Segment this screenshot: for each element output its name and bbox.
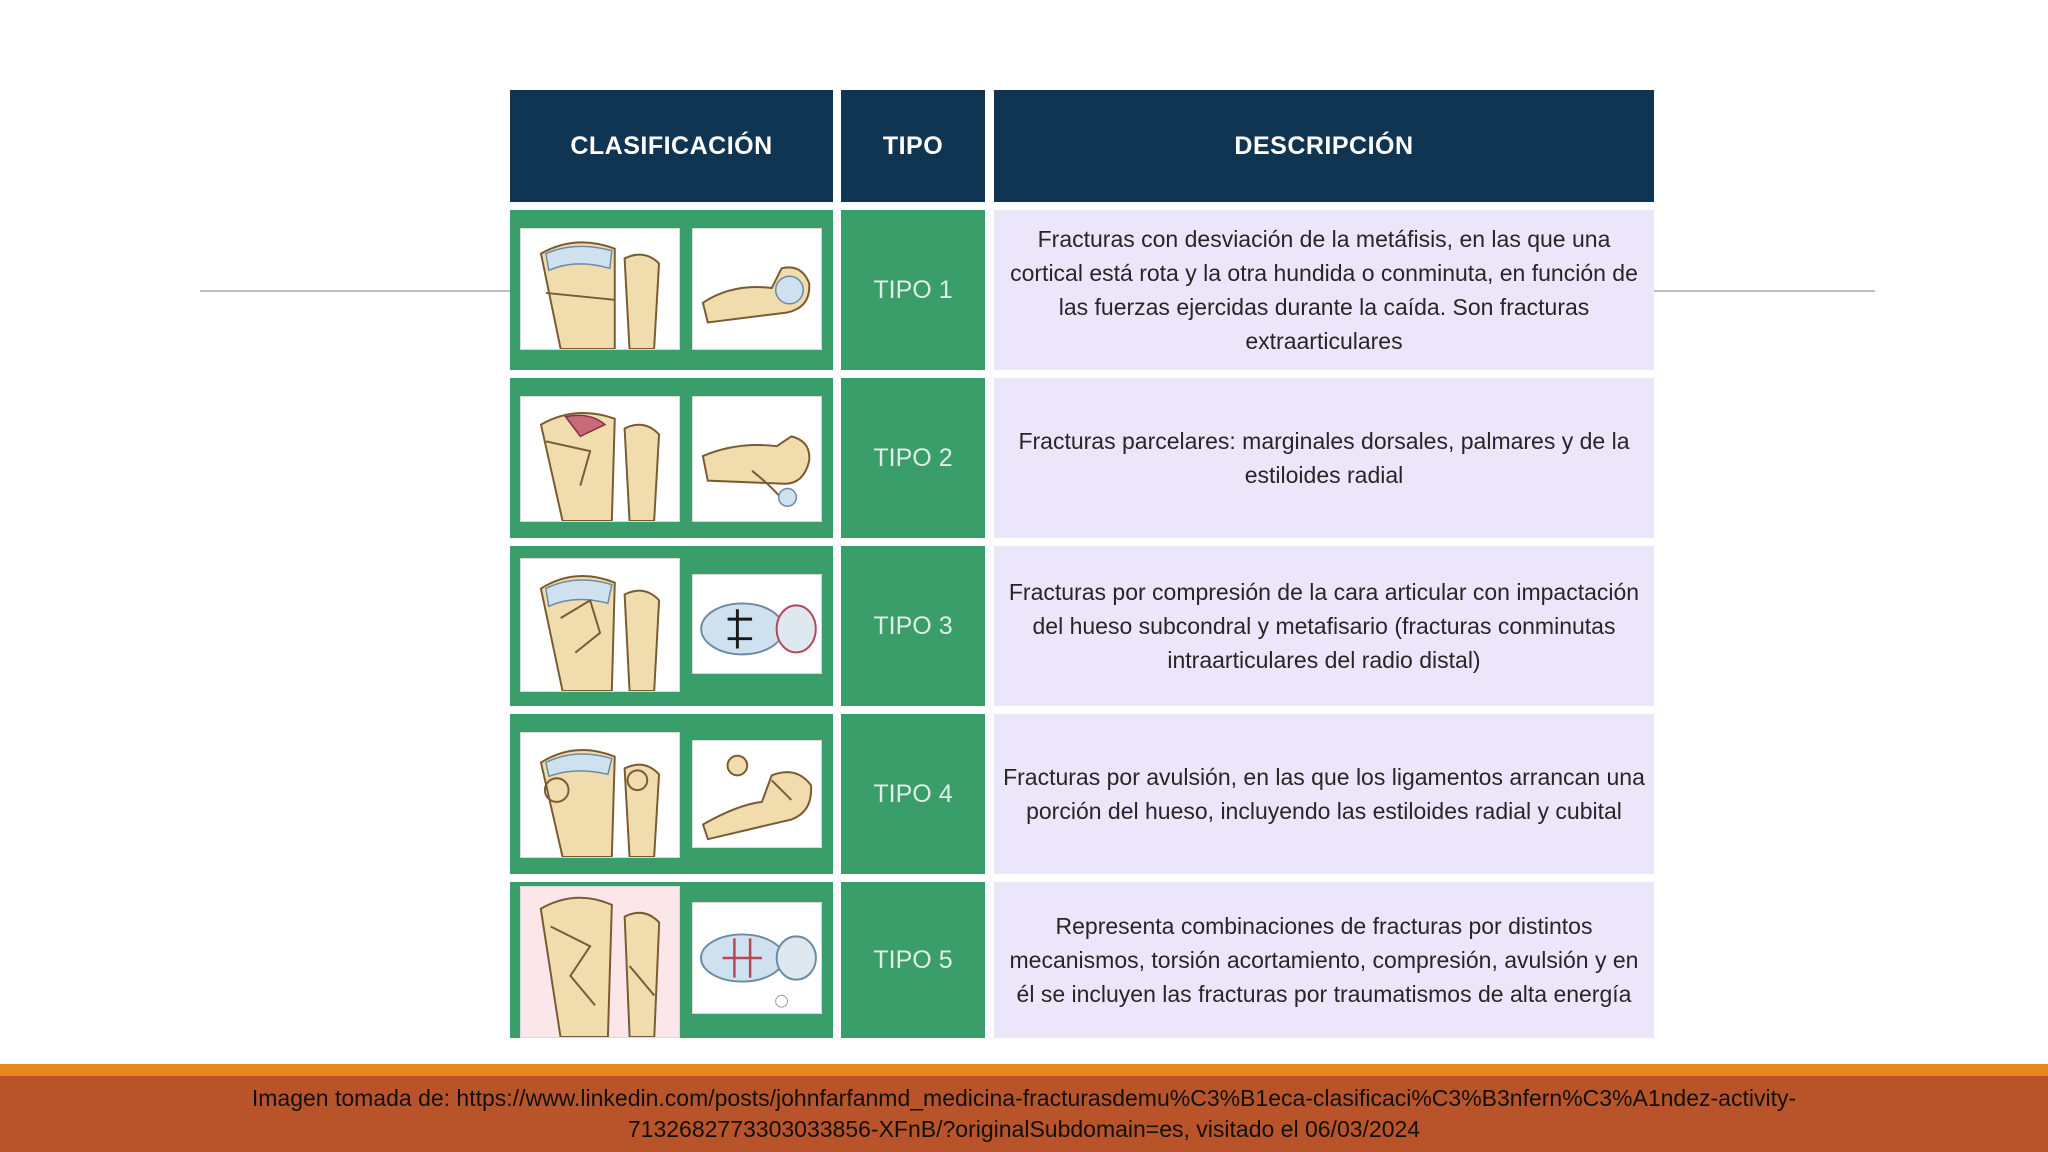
header-tipo: TIPO [841, 90, 985, 202]
bone-illustration-icon [520, 558, 680, 692]
table-row [510, 546, 1654, 706]
footer-accent-stripe [0, 1064, 2048, 1076]
divider-line-right [1653, 290, 1875, 292]
bone-illustration-icon [692, 228, 822, 350]
bone-illustration-icon [520, 228, 680, 350]
classification-table [510, 90, 1654, 1038]
bone-illustration-icon [520, 886, 680, 1038]
divider-line-left [200, 290, 512, 292]
classification-cell [510, 210, 833, 370]
bone-illustration-icon [692, 902, 822, 1014]
description-cell: Fracturas con desviación de la metáfisis, en las que una cortical está rota y la otra hundida o conminuta, en función de las fuerzas ejercidas durante la caída. Son fracturas extraarticulares [994, 210, 1654, 370]
header-descripcion: DESCRIPCIÓN [994, 90, 1654, 202]
header-clasificacion: CLASIFICACIÓN [510, 90, 833, 202]
bone-illustration-icon [692, 574, 822, 674]
footer-citation [0, 1076, 2048, 1152]
citation-line-1: Imagen tomada de: https://www.linkedin.com/posts/johnfarfanmd_medicina-fracturasdemu%C3%B1eca-clasificaci%C3%B3nfern%C3%A1ndez-activity- [251, 1085, 1797, 1111]
bone-illustration-icon [692, 396, 822, 522]
classification-cell [510, 882, 833, 1038]
table-row [510, 378, 1654, 538]
tipo-cell: TIPO 1 [841, 210, 985, 370]
tipo-cell: TIPO 4 [841, 714, 985, 874]
table-row [510, 882, 1654, 1038]
tipo-cell: TIPO 2 [841, 378, 985, 538]
tipo-cell: TIPO 3 [841, 546, 985, 706]
tipo-cell: TIPO 5 [841, 882, 985, 1038]
description-cell: Fracturas por compresión de la cara articular con impactación del hueso subcondral y metafisario (fracturas conminutas intraarticulares del radio distal) [994, 546, 1654, 706]
table-row [510, 210, 1654, 370]
table-row [510, 714, 1654, 874]
classification-cell [510, 714, 833, 874]
classification-cell [510, 378, 833, 538]
description-cell: Fracturas parcelares: marginales dorsales, palmares y de la estiloides radial [994, 378, 1654, 538]
bone-illustration-icon [520, 732, 680, 858]
citation-line-2: 7132682773303033856-XFnB/?originalSubdomain=es, visitado el 06/03/2024 [627, 1116, 1421, 1142]
classification-cell [510, 546, 833, 706]
bone-illustration-icon [692, 740, 822, 848]
description-cell: Fracturas por avulsión, en las que los ligamentos arrancan una porción del hueso, incluyendo las estiloides radial y cubital [994, 714, 1654, 874]
bone-illustration-icon [520, 396, 680, 522]
description-cell: Representa combinaciones de fracturas por distintos mecanismos, torsión acortamiento, compresión, avulsión y en él se incluyen las fracturas por traumatismos de alta energía [994, 882, 1654, 1038]
